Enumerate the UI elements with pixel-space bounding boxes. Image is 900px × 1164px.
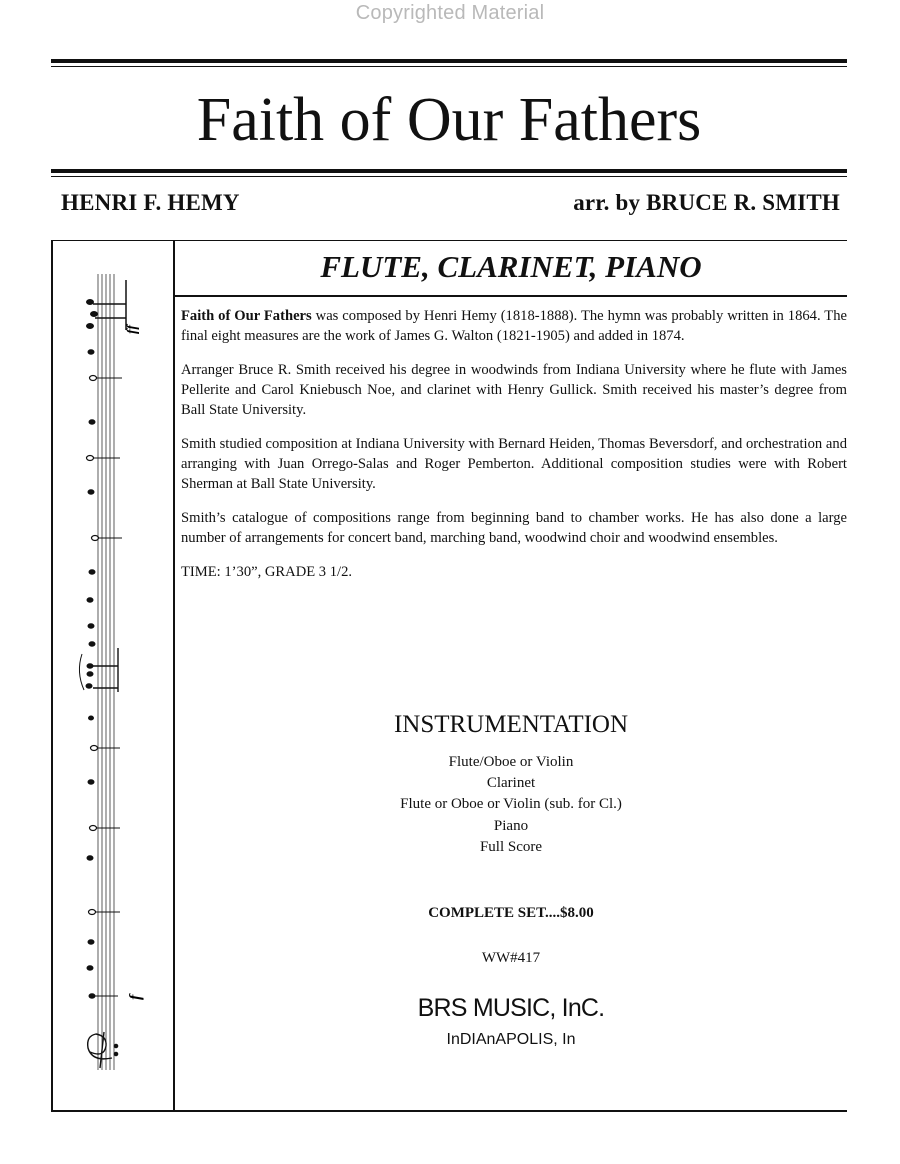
publisher-name: BRS MUSIC, InC. xyxy=(417,994,605,1022)
instrument-item: Flute/Oboe or Violin xyxy=(448,754,574,770)
publisher-city: InDIAnAPOLIS, In xyxy=(446,1031,576,1048)
dynamic-ff: ff xyxy=(125,324,140,334)
dynamic-f: f xyxy=(127,994,144,1000)
instrument-item: Full Score xyxy=(479,838,543,855)
header-rule-top-thin xyxy=(51,66,847,67)
header-rule-top-thick xyxy=(51,59,847,63)
copyright-watermark: Copyrighted Material xyxy=(355,2,545,24)
arranger-credit: arr. by BRUCE R. SMITH xyxy=(573,190,840,215)
paragraph-history-title: Faith of Our Fathers xyxy=(181,308,312,324)
paragraph-composition-studies: Smith studied composition at Indiana University with Bernard Heiden, Thomas Beversdorf, and orchestration and arranging with Juan Orrego-Salas and Roger Pemberton. Additional composition studies were with Robert Sherman at Ball State University. xyxy=(181,436,847,492)
catalog-number: WW#417 xyxy=(481,950,541,966)
instrumentation-list xyxy=(175,752,847,858)
column-divider xyxy=(173,240,175,1112)
header-rule-bottom-thin xyxy=(51,176,847,177)
staff-lines xyxy=(98,274,114,1070)
instrument-item: Flute or Oboe or Violin (sub. for Cl.) xyxy=(400,796,622,813)
paragraph-catalogue: Smith’s catalogue of compositions range from beginning band to chamber works. He has also done a large number of arrangements for concert band, marching band, woodwind choir and woodwind ensembles. xyxy=(181,510,847,546)
staff-notes xyxy=(79,280,126,998)
treble-clef-icon xyxy=(88,1032,118,1068)
description-text xyxy=(181,306,847,596)
instrument-item: Piano xyxy=(493,817,529,834)
instrument-item: Clarinet xyxy=(486,775,536,792)
header-rule-bottom-thick xyxy=(51,169,847,173)
music-staff-decoration xyxy=(60,262,172,1077)
piece-title: Faith of Our Fathers xyxy=(196,86,702,154)
paragraph-time-grade: TIME: 1’30”, GRADE 3 1/2. xyxy=(181,564,353,580)
instruments-rule xyxy=(175,295,847,297)
complete-set-price: COMPLETE SET....$8.00 xyxy=(428,905,594,921)
paragraph-arranger-education: Arranger Bruce R. Smith received his degree in woodwinds from Indiana University where he flute with James Pellerite and Carol Kniebusch Noe, and clarinet with Henry Gullick. Smith received his master’s degree from Ball State University. xyxy=(181,362,847,418)
instruments-heading: FLUTE, CLARINET, PIANO xyxy=(320,249,702,284)
instrumentation-heading: INSTRUMENTATION xyxy=(393,711,629,738)
composer-name: HENRI F. HEMY xyxy=(61,190,240,215)
paragraph-history-body: was composed by Henri Hemy (1818-1888). The hymn was probably written in 1864. The final eight measures are the work of James G. Walton (1821-1905) and added in 1874. xyxy=(181,308,847,344)
paragraph-history xyxy=(181,306,847,346)
